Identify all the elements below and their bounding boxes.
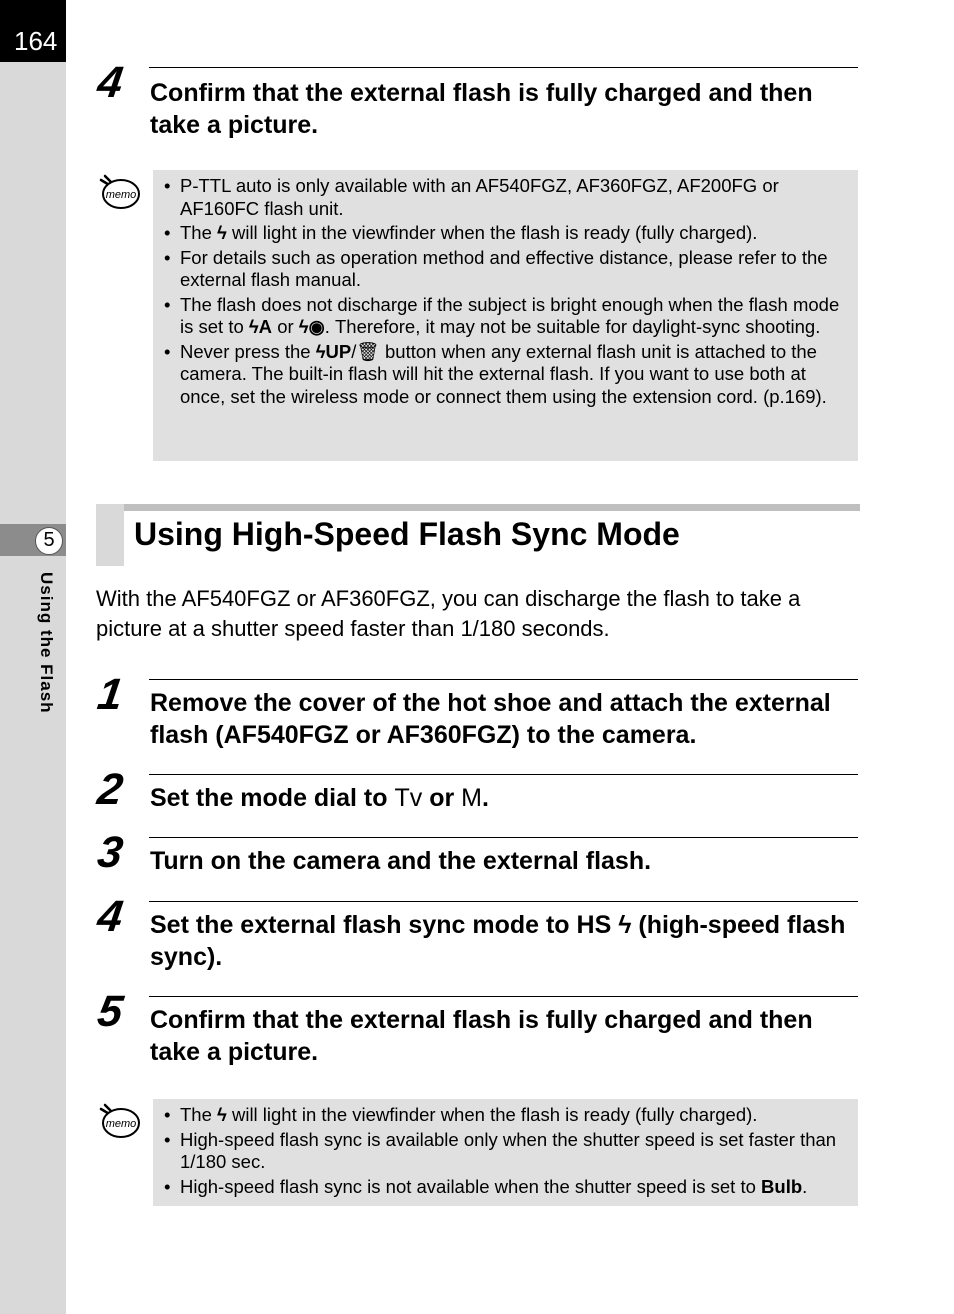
memo1-item-1: • P-TTL auto is only available with an AF540FGZ, AF360FGZ, AF200FG or AF160FC flash unit. <box>163 175 850 220</box>
step-number: 5 <box>94 987 126 1036</box>
step-text: Remove the cover of the hot shoe and attach the external flash (AF540FGZ or AF360FGZ) to the camera. <box>150 689 831 749</box>
memo-icon <box>97 172 141 212</box>
flash-icon: ϟ <box>217 1104 227 1125</box>
step-text: Set the external flash sync mode to HS ϟ (high-speed flash sync). <box>150 911 846 971</box>
mode-m: M <box>461 784 482 812</box>
step-rule <box>149 996 858 997</box>
step-number: 2 <box>94 765 126 814</box>
page-number: 164 <box>0 0 66 62</box>
step-rule <box>149 679 858 680</box>
memo1-item-5: • Never press the ϟUP/🗑 button when any external flash unit is attached to the camera. The built-in flash will hit the external flash. If you want to use both at once, set the wireless mode or connect them using the extension cord. (p.169). <box>163 341 850 409</box>
step-text: Confirm that the external flash is fully charged and then take a picture. <box>150 79 813 139</box>
step-rule <box>149 837 858 838</box>
heading-side-block <box>96 504 124 566</box>
step-text: Confirm that the external flash is fully charged and then take a picture. <box>150 1006 813 1066</box>
bulb-label: Bulb <box>761 1175 803 1197</box>
mode-tv: Tv <box>394 784 423 812</box>
flash-up-icon: ϟUP <box>315 340 352 362</box>
flash-redeye-icon: ϟ◉ <box>298 316 325 337</box>
flash-icon: ϟ <box>618 911 632 939</box>
trash-icon: 🗑 <box>356 340 380 362</box>
flash-auto-icon: ϟA <box>248 316 273 337</box>
left-margin-bar <box>0 0 66 1314</box>
heading-bar <box>96 504 860 511</box>
memo2-item-1: • The ϟ will light in the viewfinder when the flash is ready (fully charged). <box>163 1104 850 1127</box>
svg-text:memo: memo <box>105 1118 137 1130</box>
memo1-item-4: • The flash does not discharge if the subject is bright enough when the flash mode is set to ϟA or ϟ◉. Therefore, it may not be suitable for daylight-sync shooting. <box>163 294 850 339</box>
section-heading <box>96 504 860 566</box>
memo1-item-3: • For details such as operation method and effective distance, please refer to the external flash manual. <box>163 247 850 292</box>
step-number: 4 <box>94 58 126 107</box>
memo2-item-3: • High-speed flash sync is not available when the shutter speed is set to Bulb. <box>163 1176 850 1199</box>
step-rule <box>149 774 858 775</box>
step-number: 4 <box>94 892 126 941</box>
svg-text:memo: memo <box>105 189 137 201</box>
memo-icon <box>97 1101 141 1141</box>
flash-icon: ϟ <box>217 222 227 243</box>
chapter-label: Using the Flash <box>37 572 56 714</box>
memo1-item-2: • The ϟ will light in the viewfinder when the flash is ready (fully charged). <box>163 222 850 245</box>
memo-box-2 <box>153 1099 858 1206</box>
step-text: Turn on the camera and the external flash. <box>150 847 652 875</box>
step-number: 3 <box>94 828 126 877</box>
chapter-number: 5 <box>35 527 63 555</box>
section-intro: With the AF540FGZ or AF360FGZ, you can discharge the flash to take a picture at a shutter speed faster than 1/180 seconds. <box>96 586 801 641</box>
step-number: 1 <box>94 670 126 719</box>
memo2-item-2: • High-speed flash sync is available only when the shutter speed is set faster than 1/180 sec. <box>163 1129 850 1174</box>
memo-box-1 <box>153 170 858 461</box>
step-rule <box>149 67 858 68</box>
step-rule <box>149 901 858 902</box>
step-text: Set the mode dial to Tv or M. <box>150 784 489 812</box>
section-title: Using High-Speed Flash Sync Mode <box>134 516 680 552</box>
